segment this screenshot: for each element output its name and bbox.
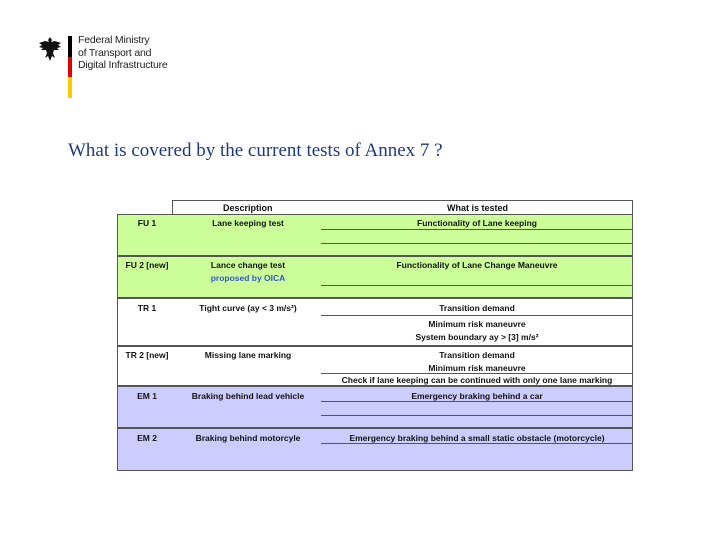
row-divider	[321, 373, 632, 374]
row-description: Braking behind lead vehicle	[191, 391, 305, 401]
row-tested-item: Functionality of Lane Change Maneuvre	[396, 260, 558, 270]
row-description: Tight curve (ay < 3 m/s²)	[199, 303, 297, 313]
ministry-line-3: Digital Infrastructure	[78, 59, 168, 71]
row-tested-item: Minimum risk maneuvre	[428, 319, 526, 329]
ministry-line-1: Federal Ministry	[78, 34, 150, 46]
header-what-is-tested: What is tested	[447, 203, 509, 213]
row-tested-item: Functionality of Lane keeping	[417, 218, 537, 228]
table-row	[117, 386, 633, 428]
ministry-logo	[36, 32, 196, 102]
ministry-line-2: of Transport and	[78, 46, 152, 59]
table-row	[117, 346, 633, 386]
row-divider	[321, 315, 632, 316]
row-divider	[321, 415, 632, 416]
row-divider	[321, 401, 632, 402]
row-id: FU 1	[137, 218, 157, 228]
table-row	[117, 428, 633, 471]
row-tested-item: Transition demand	[439, 303, 515, 313]
row-id: TR 2 [new]	[125, 350, 169, 360]
table-row	[117, 298, 633, 346]
slide-title: What is covered by the current tests of Annex 7 ?	[68, 140, 443, 161]
row-description-note: proposed by OICA	[210, 273, 286, 283]
row-tested-item: System boundary ay > [3] m/s²	[415, 332, 539, 342]
row-id: EM 2	[137, 433, 157, 443]
row-description: Lane keeping test	[212, 218, 284, 228]
row-id: TR 1	[137, 303, 157, 313]
row-divider	[321, 243, 632, 244]
row-tested-item: Transition demand	[439, 350, 515, 360]
row-divider	[321, 443, 632, 444]
row-description: Lance change test	[210, 260, 286, 270]
eagle-icon	[38, 36, 62, 62]
table-row	[117, 256, 633, 298]
german-flag-stripe	[68, 36, 72, 98]
annex7-tests-table	[117, 200, 633, 471]
table-header	[172, 200, 633, 214]
header-description: Description	[223, 203, 273, 213]
row-tested-item: Emergency braking behind a car	[411, 391, 543, 401]
table-row	[117, 214, 633, 256]
row-divider	[321, 229, 632, 230]
row-id: FU 2 [new]	[125, 260, 169, 270]
row-divider	[321, 285, 632, 286]
row-description: Braking behind motorcyle	[195, 433, 301, 443]
row-description: Missing lane marking	[204, 350, 292, 360]
row-id: EM 1	[137, 391, 157, 401]
row-tested-item: Emergency braking behind a small static obstacle (motorcycle)	[349, 433, 605, 443]
row-tested-item: Check if lane keeping can be continued with only one lane marking	[341, 375, 613, 385]
row-tested-item: Minimum risk maneuvre	[428, 363, 526, 373]
ministry-name	[78, 34, 168, 72]
